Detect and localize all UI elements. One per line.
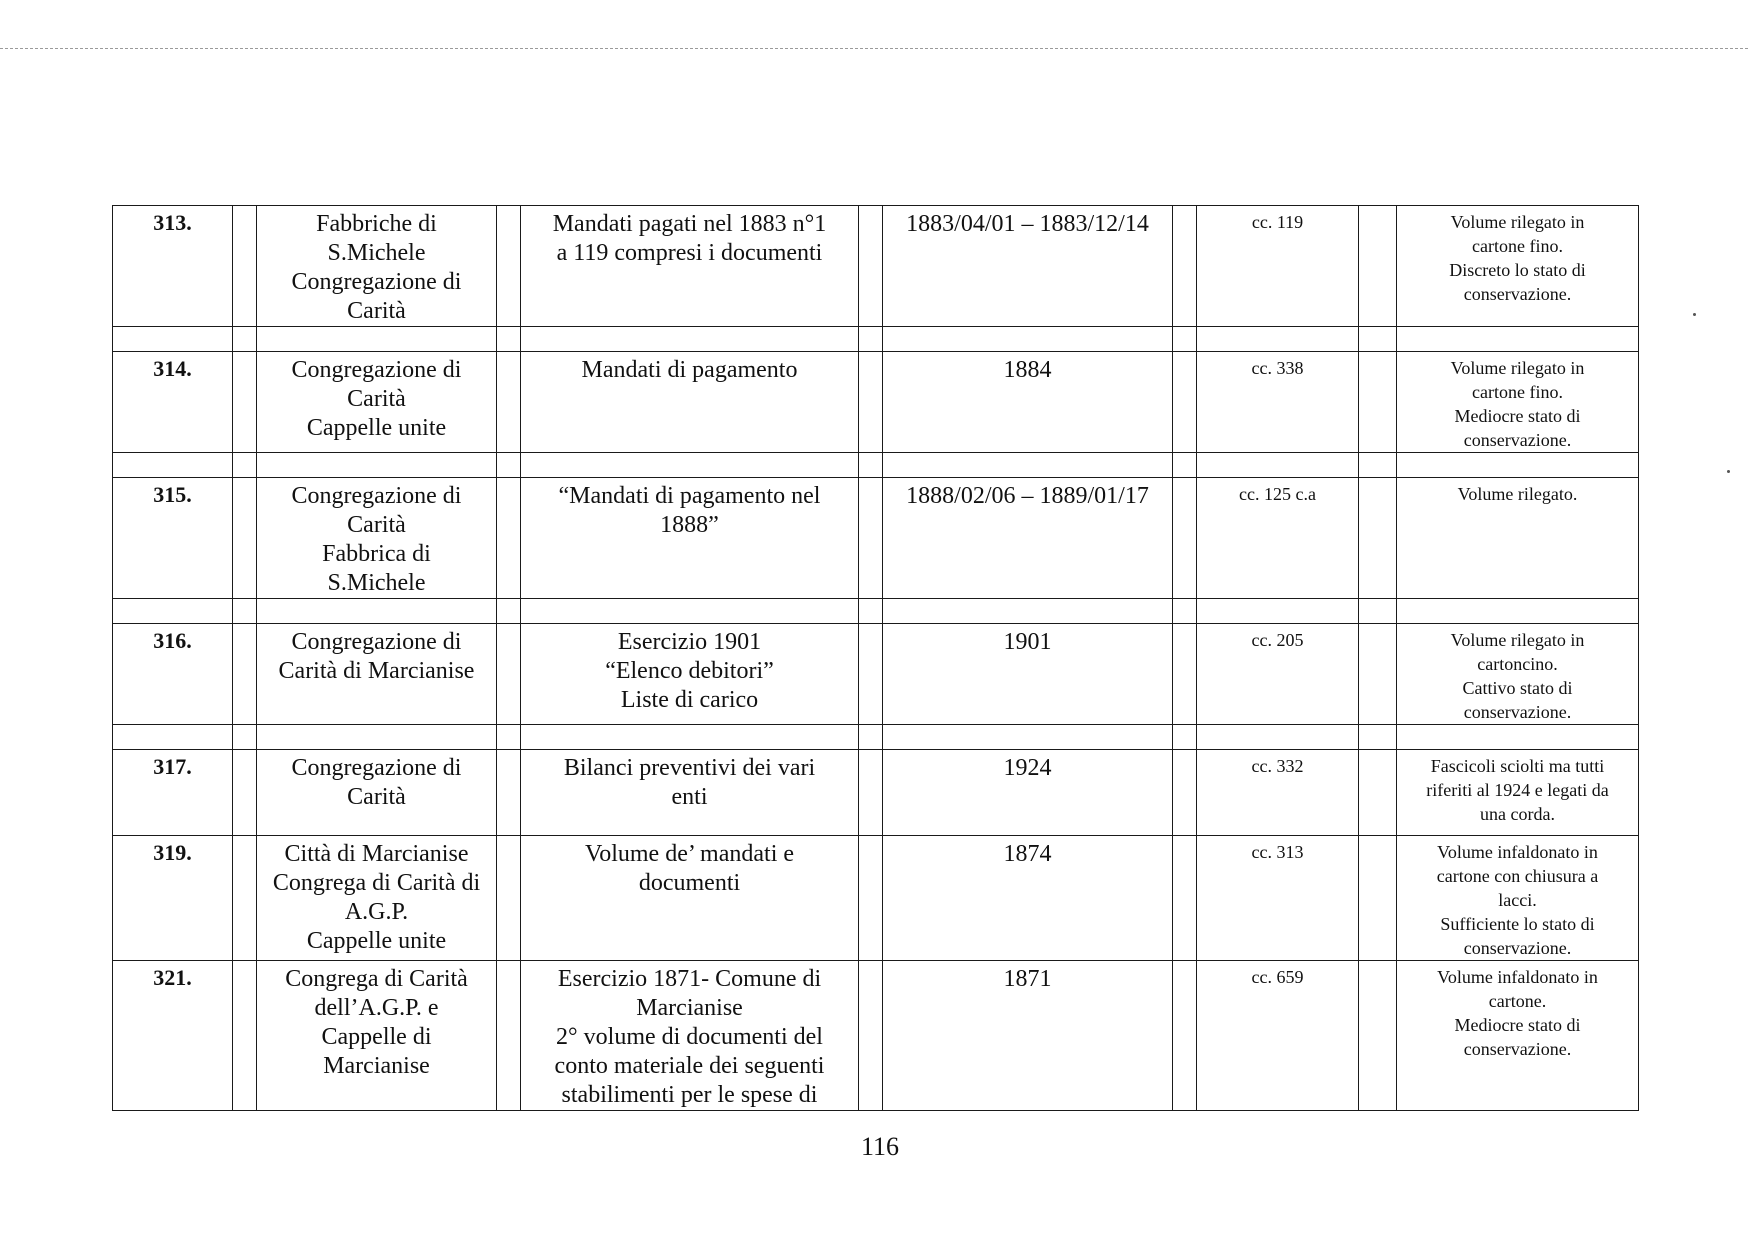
spacer-cell [257,599,497,624]
record-number: 317. [113,750,233,836]
spacer-cell [1397,599,1639,624]
record-entity-line: S.Michele [327,240,426,266]
spacer-cell [1359,624,1397,725]
spacer-cell [257,453,497,478]
spacer-cell [859,327,883,352]
spacer-cell [113,327,233,352]
spacer-cell [1359,352,1397,453]
record-entity [257,750,497,836]
spacer-cell [1173,624,1197,725]
record-description-line: Liste di carico [620,687,759,713]
archive-inventory-table [112,205,1618,1111]
record-notes [1397,750,1639,836]
spacer-cell [233,725,257,750]
record-description [521,836,859,961]
spacer-cell [1173,836,1197,961]
record-notes [1397,206,1639,327]
spacer-cell [233,206,257,327]
record-notes-line: conservazione. [1463,702,1572,722]
spacer-cell [883,725,1173,750]
record-entity-line: Carità [347,386,406,412]
record-notes-line: cartone. [1488,991,1547,1011]
record-notes [1397,624,1639,725]
spacer-cell [1173,599,1197,624]
record-description-line: 1888” [660,512,719,538]
spacer-cell [859,599,883,624]
record-number: 319. [113,836,233,961]
record-description-line: Mandati pagati nel 1883 n°1 [552,211,827,237]
record-entity [257,206,497,327]
record-notes-line: lacci. [1498,890,1537,910]
record-description-line: Esercizio 1901 [617,629,762,655]
record-entity-line: A.G.P. [344,899,409,925]
scan-speck [1693,313,1696,316]
spacer-cell [113,725,233,750]
table-row [113,624,1639,725]
record-notes-line: Volume rilegato in [1450,358,1585,378]
spacer-cell [883,453,1173,478]
spacer-cell [1397,327,1639,352]
record-notes-line: Volume rilegato in [1450,212,1585,232]
spacer-cell [233,478,257,599]
record-description [521,961,859,1111]
record-entity [257,478,497,599]
record-notes [1397,352,1639,453]
record-entity-line: Carità [347,298,406,324]
spacer-cell [1173,453,1197,478]
record-entity-line: Marcianise [323,1053,430,1079]
record-notes-line: Sufficiente lo stato di [1440,914,1595,934]
record-description-line: documenti [638,870,741,896]
record-description-line: conto materiale dei seguenti [554,1053,825,1079]
record-notes-line: Mediocre stato di [1454,406,1581,426]
record-notes-line: Volume rilegato. [1457,484,1578,504]
spacer-cell [859,453,883,478]
spacer-cell [497,352,521,453]
record-description-line: Esercizio 1871- Comune di [557,966,822,992]
record-number: 314. [113,352,233,453]
spacer-cell [497,750,521,836]
record-notes-line: Volume infaldonato in [1437,842,1598,862]
spacer-cell [233,453,257,478]
inventory-table [112,205,1639,1111]
spacer-cell [859,750,883,836]
table-row [113,206,1639,327]
record-description-line: Mandati di pagamento [581,357,798,383]
spacer-cell [1173,478,1197,599]
record-notes-line: cartoncino. [1477,654,1558,674]
spacer-cell [859,352,883,453]
spacer-cell [497,725,521,750]
spacer-cell [233,750,257,836]
record-entity-line: Carità [347,784,406,810]
spacer-cell [1173,352,1197,453]
spacer-cell [1359,599,1397,624]
spacer-cell [859,836,883,961]
spacer-cell [1359,478,1397,599]
record-notes-line: conservazione. [1463,938,1572,958]
record-entity-line: Congregazione di [291,483,462,509]
spacer-cell [521,599,859,624]
record-notes-line: conservazione. [1463,430,1572,450]
record-description-line: enti [671,784,708,810]
record-pages: cc. 125 c.a [1197,478,1359,599]
spacer-cell [257,327,497,352]
record-description-line: “Mandati di pagamento nel [558,483,821,509]
record-notes-line: cartone con chiusura a [1436,866,1599,886]
record-description [521,352,859,453]
spacer-cell [859,478,883,599]
spacer-cell [521,453,859,478]
separator-row [113,599,1639,624]
record-entity-line: S.Michele [327,570,426,596]
spacer-cell [113,453,233,478]
record-pages: cc. 313 [1197,836,1359,961]
record-entity [257,961,497,1111]
spacer-cell [1197,599,1359,624]
table-row [113,478,1639,599]
record-entity-line: Carità di Marcianise [278,658,475,684]
spacer-cell [233,327,257,352]
record-pages: cc. 659 [1197,961,1359,1111]
spacer-cell [1359,453,1397,478]
table-row [113,836,1639,961]
record-dates: 1871 [883,961,1173,1111]
record-description-line: a 119 compresi i documenti [556,240,823,266]
record-notes [1397,836,1639,961]
spacer-cell [497,453,521,478]
spacer-cell [1173,750,1197,836]
record-dates: 1884 [883,352,1173,453]
record-notes [1397,478,1639,599]
record-entity [257,352,497,453]
separator-row [113,453,1639,478]
record-number: 316. [113,624,233,725]
record-entity [257,624,497,725]
spacer-cell [233,961,257,1111]
record-dates: 1883/04/01 – 1883/12/14 [883,206,1173,327]
record-notes-line: Mediocre stato di [1454,1015,1581,1035]
record-entity-line: Cappelle unite [306,415,447,441]
spacer-cell [497,961,521,1111]
record-notes-line: riferiti al 1924 e legati da [1426,780,1609,800]
record-description-line: Volume de’ mandati e [584,841,795,867]
spacer-cell [233,599,257,624]
record-pages: cc. 205 [1197,624,1359,725]
spacer-cell [497,478,521,599]
spacer-cell [497,836,521,961]
record-dates: 1888/02/06 – 1889/01/17 [883,478,1173,599]
record-entity-line: Congregazione di [291,269,462,295]
record-description [521,624,859,725]
record-number: 315. [113,478,233,599]
spacer-cell [497,599,521,624]
page-number: 116 [860,1132,900,1161]
spacer-cell [113,599,233,624]
spacer-cell [497,327,521,352]
spacer-cell [1197,327,1359,352]
spacer-cell [859,725,883,750]
spacer-cell [1359,725,1397,750]
record-description [521,750,859,836]
record-description [521,206,859,327]
record-number: 313. [113,206,233,327]
record-entity-line: Fabbriche di [316,211,437,237]
spacer-cell [1173,327,1197,352]
record-entity-line: Cappelle unite [306,928,447,954]
record-number: 321. [113,961,233,1111]
record-pages: cc. 119 [1197,206,1359,327]
spacer-cell [497,206,521,327]
table-row [113,750,1639,836]
record-notes-line: cartone fino. [1472,236,1563,256]
table-row [113,961,1639,1111]
record-notes-line: Volume infaldonato in [1437,967,1598,987]
table-row [113,352,1639,453]
record-notes-line: conservazione. [1463,284,1572,304]
record-entity-line: Cappelle di [321,1024,432,1050]
spacer-cell [859,206,883,327]
record-dates: 1874 [883,836,1173,961]
spacer-cell [1359,836,1397,961]
spacer-cell [1197,725,1359,750]
spacer-cell [1173,206,1197,327]
spacer-cell [233,352,257,453]
record-entity-line: Carità [347,512,406,538]
spacer-cell [1173,961,1197,1111]
record-dates: 1901 [883,624,1173,725]
spacer-cell [233,836,257,961]
record-description-line: 2° volume di documenti del [556,1024,823,1050]
record-entity-line: Congregazione di [291,629,462,655]
record-notes-line: una corda. [1480,804,1555,824]
spacer-cell [1359,327,1397,352]
record-entity-line: Congregazione di [291,357,462,383]
record-notes-line: Cattivo stato di [1462,678,1573,698]
spacer-cell [1397,725,1639,750]
spacer-cell [1359,750,1397,836]
record-pages: cc. 338 [1197,352,1359,453]
spacer-cell [497,624,521,725]
scan-speck [1727,470,1730,473]
spacer-cell [1197,453,1359,478]
record-notes-line: Fascicoli sciolti ma tutti [1430,756,1605,776]
spacer-cell [883,327,1173,352]
record-entity-line: Congrega di Carità di [272,870,481,896]
record-entity-line: Fabbrica di [322,541,431,567]
record-notes-line: Volume rilegato in [1450,630,1585,650]
spacer-cell [521,725,859,750]
record-entity-line: Congrega di Carità [285,966,468,992]
spacer-cell [1359,961,1397,1111]
record-description-line: Marcianise [636,995,743,1021]
record-description-line: “Elenco debitori” [605,658,774,684]
separator-row [113,327,1639,352]
spacer-cell [1359,206,1397,327]
record-entity-line: Congregazione di [291,755,462,781]
spacer-cell [521,327,859,352]
separator-row [113,725,1639,750]
record-entity-line: Città di Marcianise [284,841,469,867]
spacer-cell [883,599,1173,624]
spacer-cell [1397,453,1639,478]
record-description [521,478,859,599]
record-description-line: stabilimenti per le spese di [561,1082,818,1108]
spacer-cell [257,725,497,750]
record-entity-line: dell’A.G.P. e [314,995,439,1021]
record-notes-line: Discreto lo stato di [1449,260,1586,280]
record-entity [257,836,497,961]
scan-edge-line [0,48,1748,49]
record-notes-line: cartone fino. [1472,382,1563,402]
record-description-line: Bilanci preventivi dei vari [563,755,816,781]
record-notes [1397,961,1639,1111]
record-notes-line: conservazione. [1463,1039,1572,1059]
spacer-cell [859,961,883,1111]
record-pages: cc. 332 [1197,750,1359,836]
spacer-cell [233,624,257,725]
record-dates: 1924 [883,750,1173,836]
spacer-cell [859,624,883,725]
spacer-cell [1173,725,1197,750]
